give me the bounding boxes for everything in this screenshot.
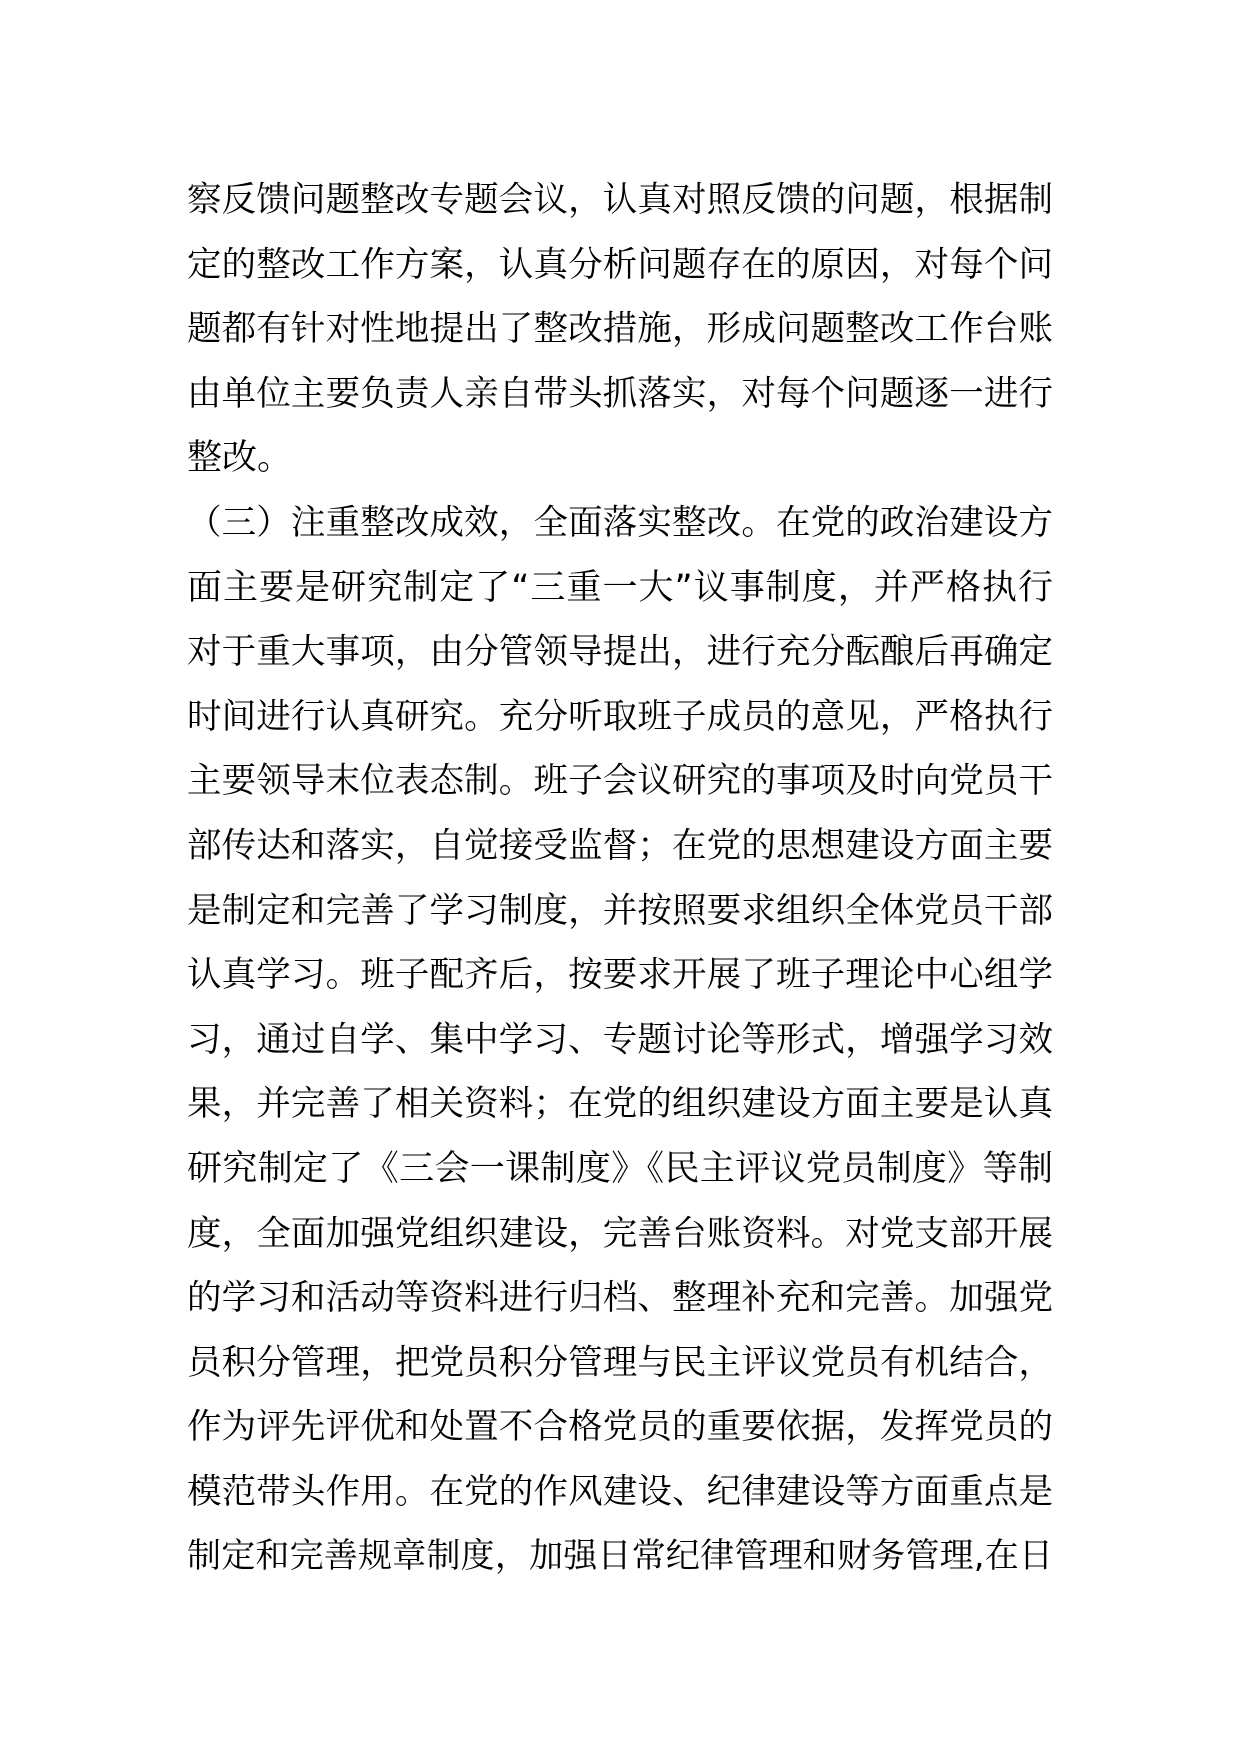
text-line: 研究制定了《三会一课制度》《民主评议党员制度》等制	[187, 1148, 1053, 1189]
section-heading-line: （三）注重整改成效，全面落实整改。在党的政治建设方	[187, 502, 1053, 543]
paragraph-rectification-meeting	[187, 168, 1053, 491]
text-line: 定的整改工作方案，认真分析问题存在的原因，对每个问	[187, 244, 1053, 285]
text-line: 认真学习。班子配齐后，按要求开展了班子理论中心组学	[187, 955, 1053, 996]
paragraph-section-three	[187, 491, 1053, 1589]
text-line: 主要领导末位表态制。班子会议研究的事项及时向党员干	[187, 761, 1053, 802]
text-line: 的学习和活动等资料进行归档、整理补充和完善。加强党	[187, 1278, 1053, 1319]
text-line: 题都有针对性地提出了整改措施，形成问题整改工作台账	[187, 309, 1053, 350]
document-page	[187, 168, 1053, 1589]
text-line: 面主要是研究制定了“三重一大”议事制度，并严格执行	[187, 567, 1053, 608]
text-line: 员积分管理，把党员积分管理与民主评议党员有机结合，	[187, 1342, 1053, 1383]
text-line: 整改。	[187, 438, 293, 479]
text-line: 对于重大事项，由分管领导提出，进行充分酝酿后再确定	[187, 632, 1053, 673]
text-line: 时间进行认真研究。充分听取班子成员的意见，严格执行	[187, 696, 1053, 737]
text-line: 作为评先评优和处置不合格党员的重要依据，发挥党员的	[187, 1407, 1053, 1448]
text-line: 部传达和落实，自觉接受监督；在党的思想建设方面主要	[187, 825, 1053, 866]
text-line: 察反馈问题整改专题会议，认真对照反馈的问题，根据制	[187, 180, 1053, 220]
text-line: 习，通过自学、集中学习、专题讨论等形式，增强学习效	[187, 1019, 1053, 1060]
text-line: 由单位主要负责人亲自带头抓落实，对每个问题逐一进行	[187, 373, 1053, 414]
text-line: 模范带头作用。在党的作风建设、纪律建设等方面重点是	[187, 1471, 1053, 1512]
text-line: 果，并完善了相关资料；在党的组织建设方面主要是认真	[187, 1084, 1053, 1125]
text-line: 制定和完善规章制度，加强日常纪律管理和财务管理,在日	[187, 1536, 1053, 1577]
text-line: 度，全面加强党组织建设，完善台账资料。对党支部开展	[187, 1213, 1053, 1254]
text-line: 是制定和完善了学习制度，并按照要求组织全体党员干部	[187, 890, 1053, 931]
